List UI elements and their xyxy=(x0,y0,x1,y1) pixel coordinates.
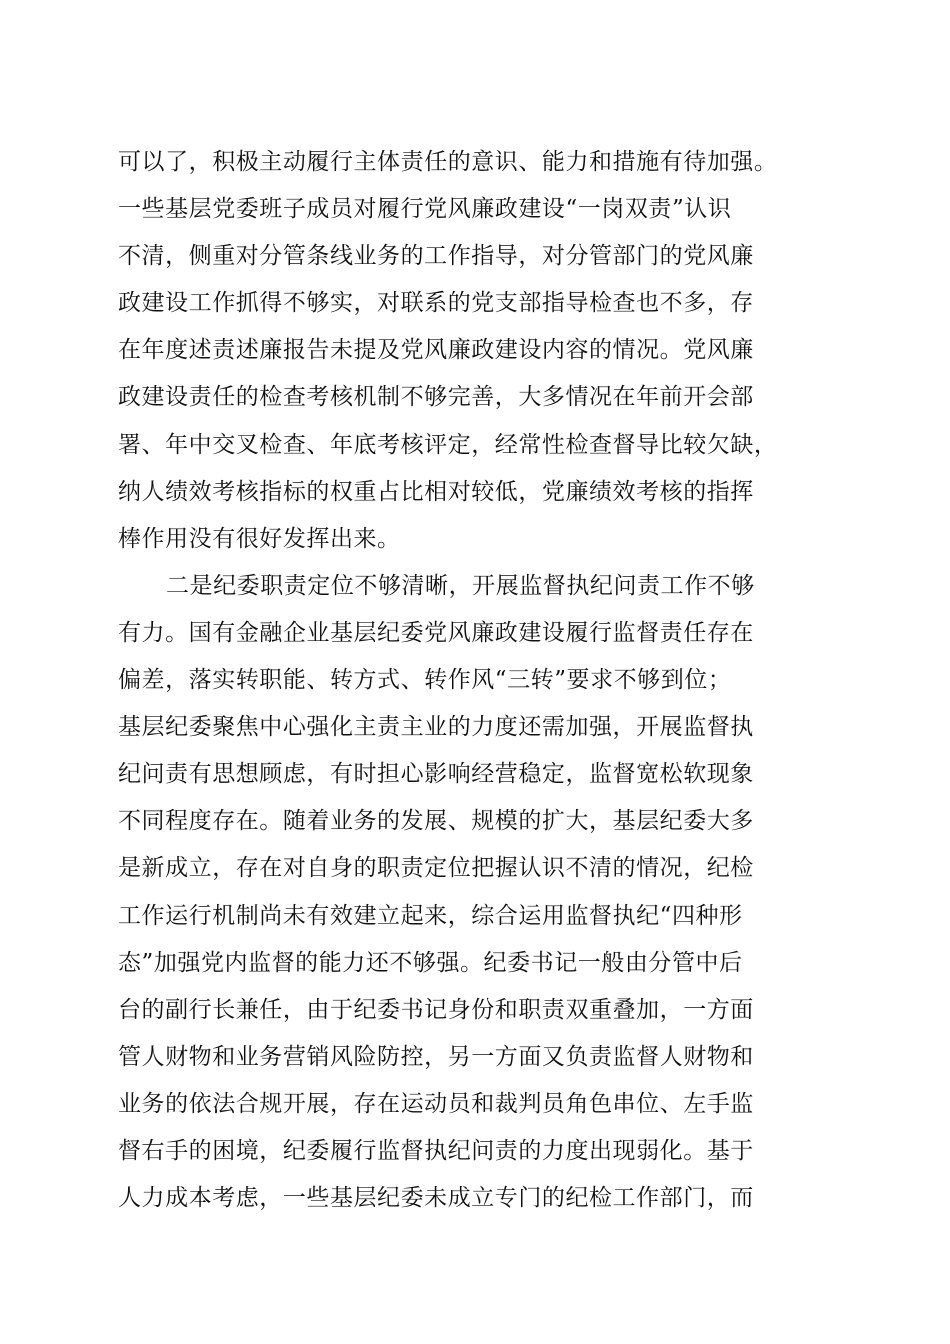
text-line-6: 政建设责任的检查考核机制不够完善，大多情况在年前开会部 xyxy=(118,384,754,411)
text-line-8: 纳人绩效考核指标的权重占比相对较低，党廉绩效考核的指挥 xyxy=(118,478,754,505)
text-line-7: 署、年中交叉检查、年底考核评定，经常性检查督导比较欠缺， xyxy=(118,431,778,458)
text-line-9: 棒作用没有很好发挥出来。 xyxy=(118,525,401,552)
text-line-17: 工作运行机制尚未有效建立起来，综合运用监督执纪“四种形 xyxy=(118,902,743,929)
text-line-19: 台的副行长兼任，由于纪委书记身份和职责双重叠加，一方面 xyxy=(118,996,754,1023)
text-line-1: 可以了，积极主动履行主体责任的意识、能力和措施有待加强。 xyxy=(118,149,778,175)
text-line-13: 基层纪委聚焦中心强化主责主业的力度还需加强，开展监督执 xyxy=(118,714,754,741)
text-line-5: 在年度述责述廉报告未提及党风廉政建设内容的情况。党风廉 xyxy=(118,337,754,364)
text-line-2: 一些基层党委班子成员对履行党风廉政建设“一岗双责”认识 xyxy=(118,196,732,223)
text-line-11: 有力。国有金融企业基层纪委党风廉政建设履行监督责任存在 xyxy=(118,619,754,646)
text-line-15: 不同程度存在。随着业务的发展、规模的扩大，基层纪委大多 xyxy=(118,808,754,835)
text-line-12: 偏差，落实转职能、转方式、转作风“三转”要求不够到位； xyxy=(118,667,732,694)
text-line-22: 督右手的困境，纪委履行监督执纪问责的力度出现弱化。基于 xyxy=(118,1137,754,1164)
text-line-4: 政建设工作抓得不够实，对联系的党支部指导检查也不多，存 xyxy=(118,290,754,317)
document-body xyxy=(118,142,830,1225)
text-line-18: 态”加强党内监督的能力还不够强。纪委书记一般由分管中后 xyxy=(118,949,743,976)
paragraph-start-line: 二是纪委职责定位不够清晰，开展监督执纪问责工作不够 xyxy=(166,572,755,599)
text-line-20: 管人财物和业务营销风险防控，另一方面又负责监督人财物和 xyxy=(118,1043,754,1070)
text-line-3: 不清，侧重对分管条线业务的工作指导，对分管部门的党风廉 xyxy=(118,243,754,270)
text-line-23: 人力成本考虑，一些基层纪委未成立专门的纪检工作部门，而 xyxy=(118,1185,754,1212)
text-line-16: 是新成立，存在对自身的职责定位把握认识不清的情况，纪检 xyxy=(118,855,754,882)
text-line-14: 纪问责有思想顾虑，有时担心影响经营稳定，监督宽松软现象 xyxy=(118,761,754,788)
text-line-21: 业务的依法合规开展，存在运动员和裁判员角色串位、左手监 xyxy=(118,1090,754,1117)
